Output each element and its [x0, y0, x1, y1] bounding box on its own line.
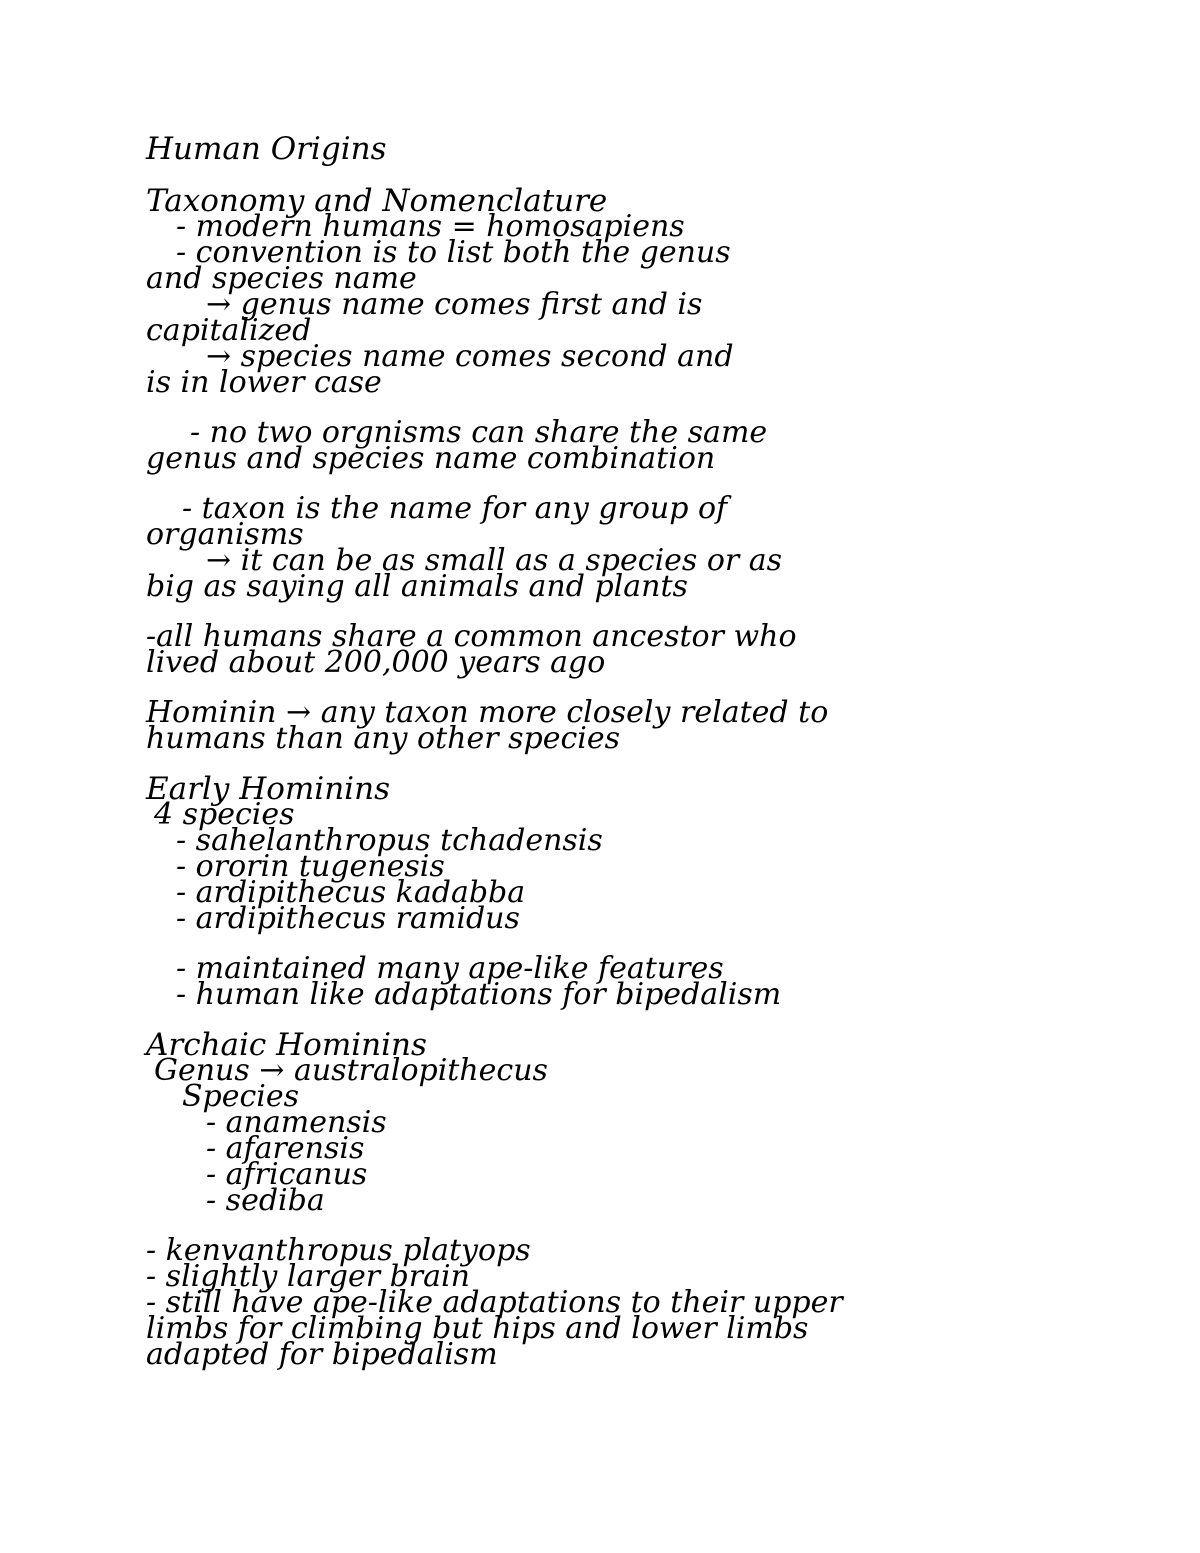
note-line: - maintained many ape-like features [176, 951, 724, 986]
note-line: - no two orgnisms can share the same [190, 415, 768, 450]
list-item: - sahelanthropus tchadensis [176, 823, 603, 858]
list-item: - afarensis [206, 1131, 365, 1166]
handwritten-notes [146, 131, 1076, 1372]
list-item: - ardipithecus kadabba [176, 875, 526, 910]
note-line: - convention is to list both the genus [176, 235, 731, 270]
note-line: and species name [146, 261, 417, 296]
note-line: big as saying all animals and plants [146, 569, 688, 604]
note-line: - slightly larger brain [146, 1259, 470, 1294]
note-line: humans than any other species [146, 721, 621, 756]
list-item: - ardipithecus ramidus [176, 901, 520, 936]
note-line: lived about 200,000 years ago [146, 645, 606, 680]
note-line: capitalized [146, 313, 312, 348]
archaic-hominins-heading: Archaic Hominins [146, 1027, 427, 1063]
note-line: Genus → australopithecus [154, 1053, 548, 1088]
note-line: - kenvanthropus platyops [146, 1233, 531, 1268]
note-line: - human like adaptations for bipedalism [176, 977, 782, 1012]
note-line: genus and species name combination [146, 441, 716, 476]
note-line: - modern humans = homosapiens [176, 209, 685, 244]
note-line: → genus name comes first and is [206, 287, 703, 322]
note-line: adapted for bipedalism [146, 1337, 498, 1372]
note-line: organisms [146, 517, 304, 552]
note-line: → it can be as small as a species or as [206, 543, 783, 578]
note-line: Hominin → any taxon more closely related to [146, 695, 829, 730]
list-item: - ororin tugenesis [176, 849, 445, 884]
list-item: - anamensis [206, 1105, 387, 1140]
list-item: - africanus [206, 1157, 368, 1192]
list-item: - sediba [206, 1183, 325, 1218]
note-line: limbs for climbing but hips and lower limbs [146, 1311, 809, 1346]
page-title: Human Origins [146, 131, 387, 167]
note-line: is in lower case [146, 365, 382, 400]
note-line: -all humans share a common ancestor who [146, 619, 797, 654]
note-line: 4 species [154, 797, 295, 832]
early-hominins-heading: Early Hominins [146, 771, 390, 807]
note-line: - taxon is the name for any group of [182, 491, 728, 526]
note-line: Species [182, 1079, 300, 1114]
taxonomy-heading: Taxonomy and Nomenclature [146, 183, 608, 219]
note-line: → species name comes second and [206, 339, 734, 374]
note-line: - still have ape-like adaptations to their upper [146, 1285, 843, 1320]
